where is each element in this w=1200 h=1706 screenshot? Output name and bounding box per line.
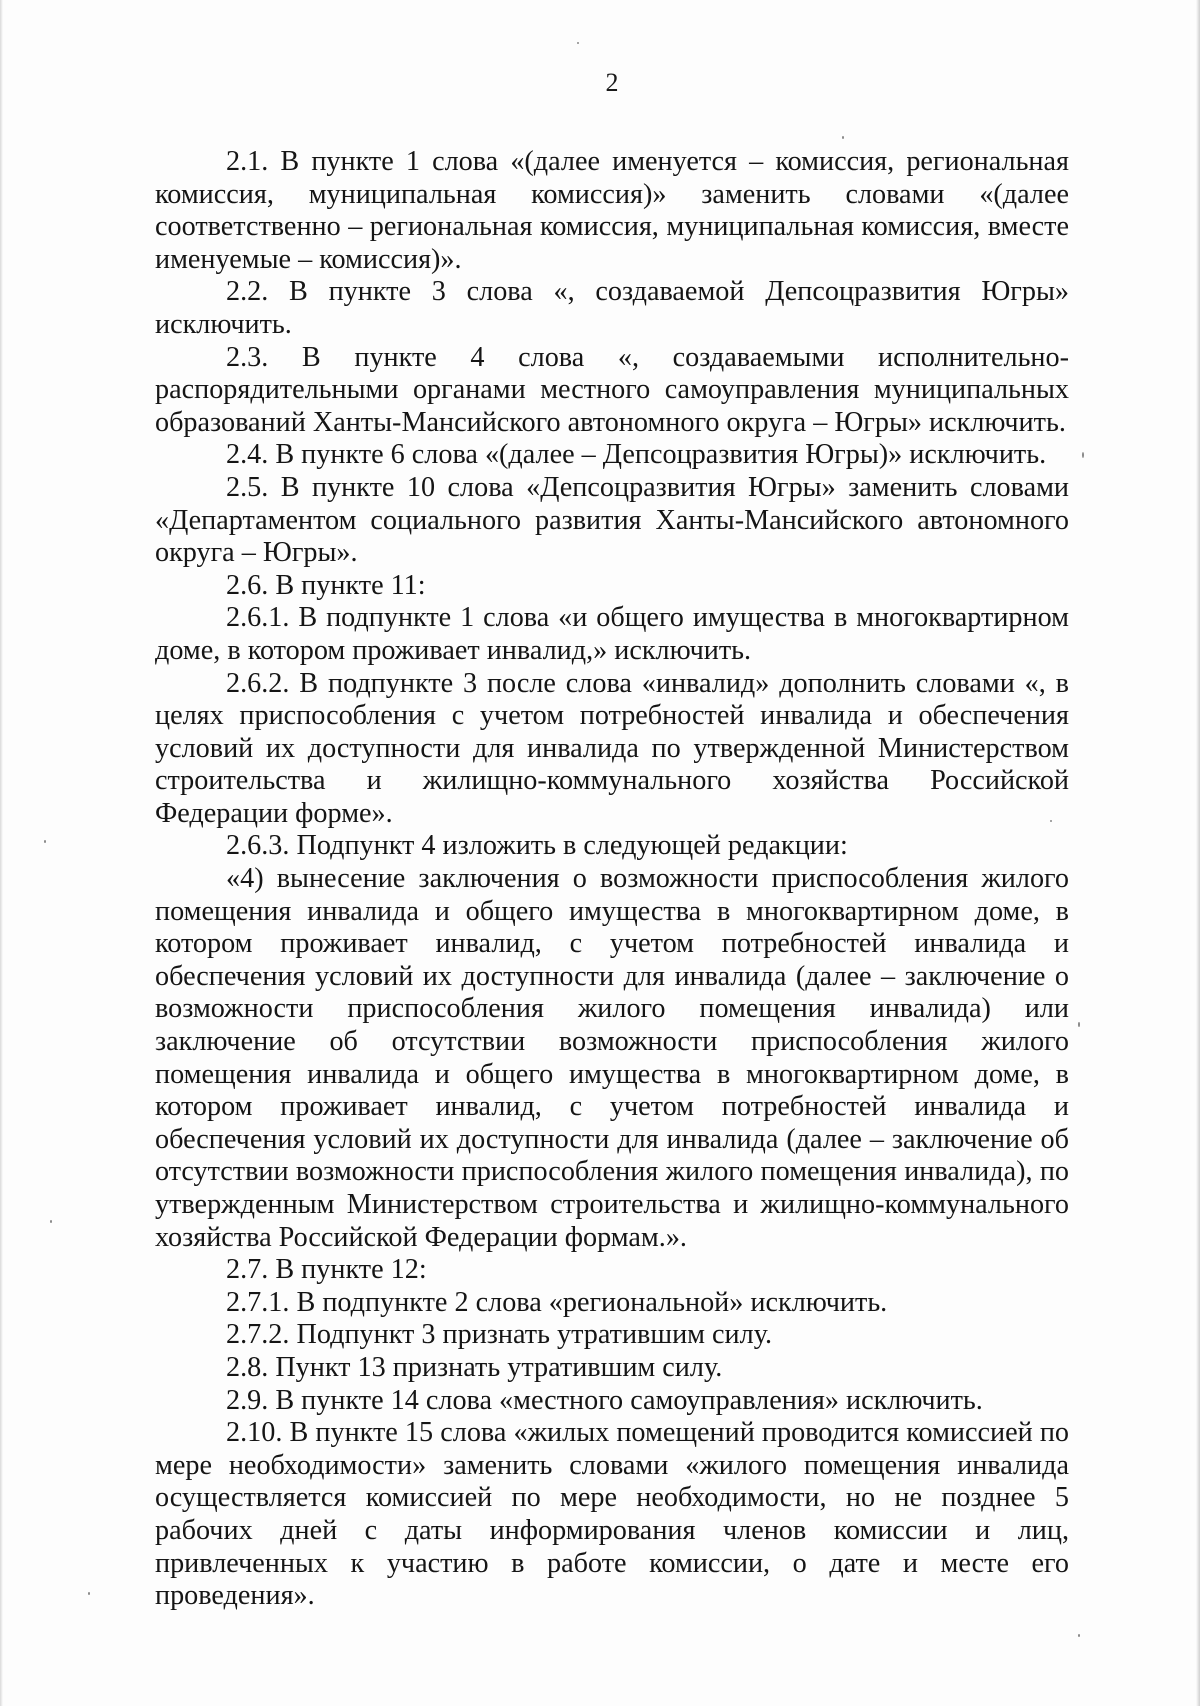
paragraph-2-1: 2.1. В пункте 1 слова «(далее именуется – комиссия, региональная комиссия, муниципальная комиссия)» заменить словами «(далее соответственно – региональная комиссия, муниципальная комиссия, вместе именуемые – комиссия)».	[155, 146, 1069, 275]
page-number: 2	[605, 68, 619, 97]
paragraph-2-10: 2.10. В пункте 15 слова «жилых помещений проводится комиссией по мере необходимости» заменить словами «жилого помещения инвалида осуществляется комиссией по мере необходимости, но не позднее 5 рабочих дней с даты информирования членов комиссии и лиц, привлеченных к участию в работе комиссии, о дате и месте его проведения».	[155, 1417, 1069, 1612]
paragraph-2-8: 2.8. Пункт 13 признать утратившим силу.	[226, 1351, 723, 1383]
paragraph-2-4: 2.4. В пункте 6 слова «(далее – Депсоцразвития Югры)» исключить.	[226, 439, 1047, 471]
paragraph-2-3: 2.3. В пункте 4 слова «, создаваемыми исполнительно-распорядительными органами местного самоуправления муниципальных образований Ханты-Мансийского автономного округа – Югры» исключить.	[155, 341, 1069, 438]
paragraph-2-2: 2.2. В пункте 3 слова «, создаваемой Депсоцразвития Югры» исключить.	[155, 276, 1069, 340]
paragraph-2-7-2: 2.7.2. Подпункт 3 признать утратившим силу.	[226, 1319, 773, 1351]
scan-speck	[577, 42, 579, 44]
paragraph-2-7: 2.7. В пункте 12:	[226, 1254, 427, 1286]
scan-right-edge	[1196, 0, 1200, 1706]
paragraph-2-6-3: 2.6.3. Подпункт 4 изложить в следующей редакции:	[226, 830, 848, 862]
paragraph-2-5: 2.5. В пункте 10 слова «Депсоцразвития Югры» заменить словами «Департаментом социального развития Ханты-Мансийского автономного округа – Югры».	[155, 471, 1069, 569]
scan-left-edge	[0, 0, 3, 1706]
scan-speck	[1078, 1022, 1080, 1027]
paragraph-2-6: 2.6. В пункте 11:	[226, 569, 426, 601]
scan-speck	[1082, 452, 1084, 458]
paragraph-2-6-1: 2.6.1. В подпункте 1 слова «и общего имущества в многоквартирном доме, в котором проживает инвалид,» исключить.	[155, 602, 1069, 666]
scan-speck	[50, 1220, 52, 1223]
scan-speck	[88, 1592, 90, 1595]
paragraph-quoted-subitem-4: «4) вынесение заключения о возможности приспособления жилого помещения инвалида и общего имущества в многоквартирном доме, в котором проживает инвалид, с учетом потребностей инвалида и обеспечения условий их доступности для инвалида (далее – заключение о возможности приспособления жилого помещения инвалида) или заключение об отсутствии возможности приспособления жилого помещения инвалида и общего имущества в многоквартирном доме, в котором проживает инвалид, с учетом потребностей инвалида и обеспечения условий их доступности для инвалида (далее – заключение об отсутствии возможности приспособления жилого помещения инвалида), по утвержденным Министерством строительства и жилищно-коммунального хозяйства Российской Федерации формам.».	[155, 863, 1069, 1253]
scan-speck	[842, 136, 844, 139]
document-body	[155, 146, 1069, 1613]
paragraph-2-9: 2.9. В пункте 14 слова «местного самоуправления» исключить.	[226, 1384, 983, 1416]
scan-speck	[1050, 820, 1052, 822]
paragraph-2-7-1: 2.7.1. В подпункте 2 слова «региональной» исключить.	[226, 1286, 888, 1318]
paragraph-2-6-2: 2.6.2. В подпункте 3 после слова «инвалид» дополнить словами «, в целях приспособления с учетом потребностей инвалида и обеспечения условий их доступности для инвалида по утвержденной Министерством строительства и жилищно-коммунального хозяйства Российской Федерации форме».	[155, 667, 1069, 829]
scan-speck	[44, 840, 46, 843]
scan-speck	[1078, 1634, 1080, 1637]
